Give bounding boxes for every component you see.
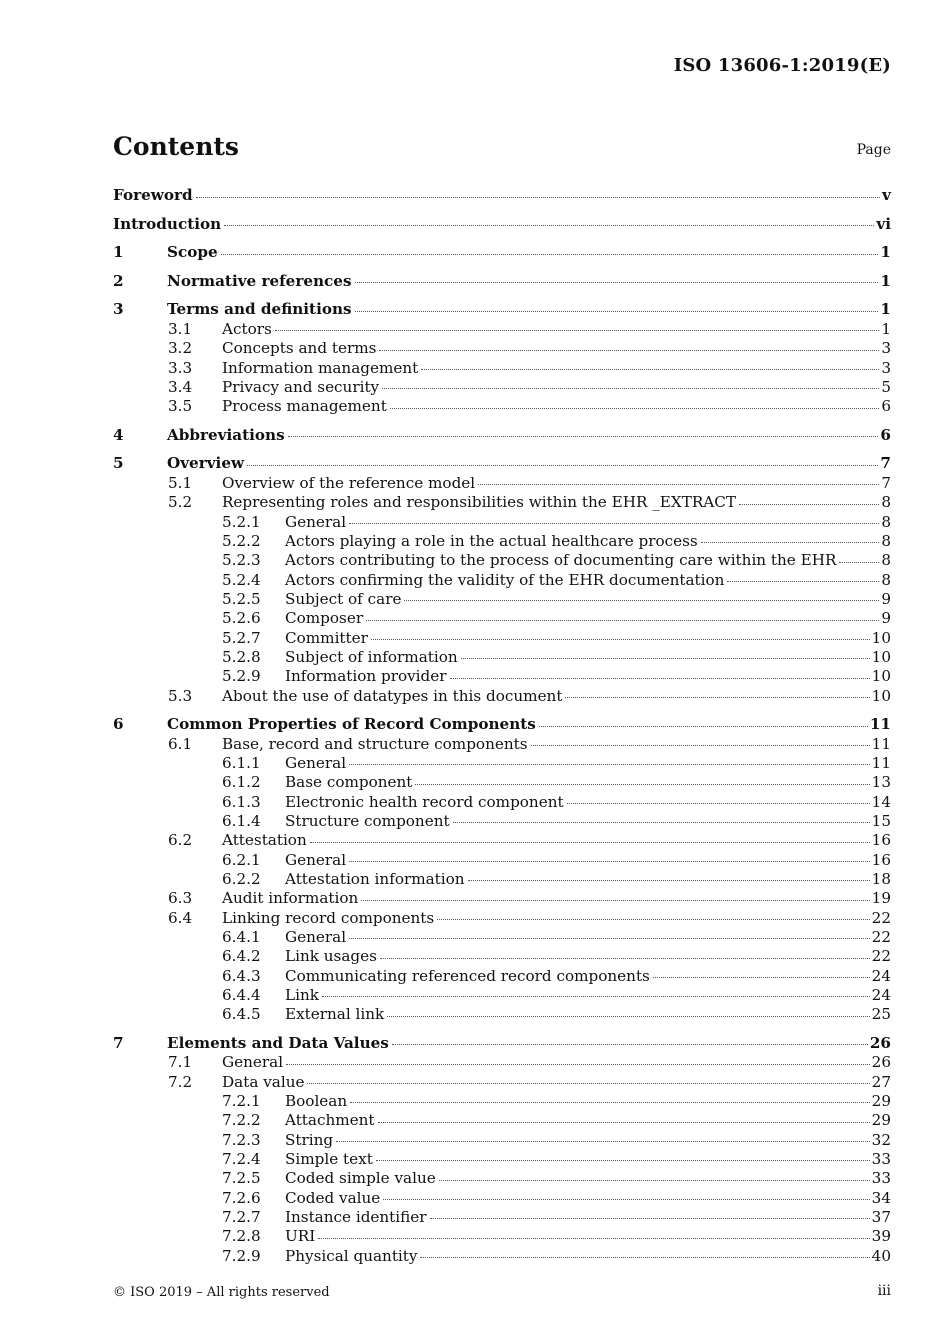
toc-entry-number: 4	[113, 425, 124, 444]
dot-leader	[286, 1064, 870, 1065]
toc-entry-page: 8	[881, 551, 891, 570]
toc-entry-number: 6.2	[168, 831, 193, 850]
toc-entry-page: 10	[871, 667, 891, 686]
toc-entry-number: 5.2.2	[222, 531, 261, 550]
toc-entry[interactable]	[113, 773, 891, 792]
toc-entry-number: 6.3	[168, 889, 193, 908]
toc-entry-page: 8	[881, 570, 891, 589]
toc-entry-title: Normative references	[167, 271, 352, 290]
toc-entry-title: Composer	[285, 609, 364, 628]
toc-entry-number: 3	[113, 300, 124, 319]
toc-entry-title: Structure component	[285, 811, 450, 830]
toc-entry[interactable]	[113, 1005, 891, 1024]
toc-entry-page: 9	[881, 589, 891, 608]
toc-entry-title: Attestation information	[285, 870, 465, 888]
toc-entry-title: Link	[285, 986, 319, 1005]
toc-entry-title: Actors contributing to the process of documenting care within the EHR	[285, 551, 837, 570]
dot-leader	[383, 1199, 869, 1200]
toc-entry-page: 16	[871, 831, 891, 850]
toc-entry-page: 3	[881, 339, 891, 358]
toc-entry[interactable]	[113, 1053, 891, 1072]
toc-entry-number: 7.2.3	[222, 1130, 261, 1149]
toc-entry[interactable]	[113, 1247, 891, 1266]
toc-entry-title: Committer	[285, 628, 368, 647]
dot-leader	[420, 1257, 869, 1258]
toc-entry-page: 22	[871, 947, 891, 966]
toc-entry-number: 6.2.1	[222, 850, 261, 869]
toc-entry-number: 5	[113, 454, 124, 473]
toc-entry[interactable]	[113, 687, 891, 706]
toc-entry[interactable]	[113, 454, 891, 474]
toc-entry[interactable]	[113, 1169, 891, 1188]
dot-leader	[387, 1016, 869, 1017]
toc-entry-title: Scope	[167, 243, 218, 262]
toc-entry-title: Link usages	[285, 947, 377, 966]
toc-entry-page: 16	[871, 850, 891, 869]
dot-leader	[531, 745, 870, 746]
dot-leader	[415, 784, 869, 785]
dot-leader	[349, 764, 870, 765]
toc-entry-title: Common Properties of Record Components	[167, 715, 536, 733]
toc-entry-title: Foreword	[113, 186, 193, 204]
toc-entry[interactable]	[113, 493, 891, 512]
dot-leader	[379, 350, 879, 351]
toc-entry[interactable]	[113, 186, 891, 206]
dot-leader	[196, 197, 881, 198]
toc-entry-page: 26	[871, 1053, 891, 1072]
toc-entry-number: 6.4.5	[222, 1005, 261, 1024]
toc-entry-title: Data value	[222, 1072, 305, 1091]
toc-entry-page: 13	[871, 773, 891, 792]
toc-entry-number: 6.2.2	[222, 870, 261, 888]
dot-leader	[307, 1083, 869, 1084]
toc-entry-title: Process management	[222, 397, 387, 416]
dot-leader	[653, 977, 870, 978]
toc-entry-title: Actors confirming the validity of the EHR documentation	[285, 570, 725, 589]
toc-entry-number: 7.2.2	[222, 1111, 261, 1130]
dot-leader	[376, 1160, 870, 1161]
toc-entry-title: General	[285, 928, 347, 947]
toc-entry-number: 7.2.7	[222, 1208, 261, 1227]
toc-entry-title: Coded simple value	[285, 1169, 436, 1188]
toc-entry[interactable]	[113, 928, 891, 947]
toc-entry-title: Coded value	[285, 1188, 381, 1207]
toc-entry-title: General	[285, 512, 347, 531]
toc-entry-number: 7.2.9	[222, 1246, 261, 1265]
toc-entry-title: Information management	[222, 358, 419, 377]
toc-entry[interactable]	[113, 215, 891, 235]
toc-entry[interactable]	[113, 243, 891, 263]
toc-entry-number: 3.1	[168, 319, 193, 338]
toc-entry[interactable]	[113, 667, 891, 686]
toc-entry[interactable]	[113, 359, 891, 378]
toc-entry-page: 10	[871, 628, 891, 647]
toc-entry-title: Subject of information	[285, 647, 458, 666]
toc-entry-title: Instance identifier	[285, 1208, 427, 1227]
toc-entry-number: 6	[113, 715, 124, 733]
toc-entry[interactable]	[113, 648, 891, 667]
toc-entry-title: Terms and definitions	[167, 300, 352, 319]
dot-leader	[701, 542, 880, 543]
toc-entry-page: 33	[871, 1150, 891, 1169]
toc-entry-page: 24	[871, 966, 891, 985]
table-of-contents	[113, 186, 891, 1266]
toc-entry-title: Base, record and structure components	[222, 734, 528, 753]
toc-entry[interactable]	[113, 1189, 891, 1208]
toc-entry-number: 5.1	[168, 473, 193, 492]
toc-entry[interactable]	[113, 754, 891, 773]
toc-entry-page: 8	[881, 493, 891, 512]
toc-entry-number: 6.4.3	[222, 966, 261, 985]
dot-leader	[349, 861, 870, 862]
toc-entry-title: About the use of datatypes in this document	[222, 686, 563, 705]
toc-entry-title: Actors	[222, 319, 272, 338]
toc-entry[interactable]	[113, 1034, 891, 1054]
toc-entry[interactable]	[113, 426, 891, 446]
toc-entry-page: 19	[871, 889, 891, 908]
dot-leader	[390, 408, 880, 409]
dot-leader	[437, 919, 869, 920]
toc-entry[interactable]	[113, 909, 891, 928]
toc-entry-number: 7.2	[168, 1072, 193, 1091]
toc-entry[interactable]	[113, 1227, 891, 1246]
toc-entry-title: Information provider	[285, 667, 447, 686]
toc-entry-title: Attestation	[222, 831, 307, 850]
dot-leader	[380, 958, 870, 959]
toc-entry-page: 14	[871, 792, 891, 811]
toc-entry-page: 25	[871, 1005, 891, 1024]
toc-entry-number: 6.4.4	[222, 986, 261, 1005]
toc-entry-title: External link	[285, 1005, 385, 1024]
dot-leader	[310, 842, 870, 843]
toc-entry-page: 11	[869, 715, 891, 733]
toc-entry-number: 6.1.2	[222, 773, 261, 792]
toc-entry-number: 7.2.5	[222, 1169, 261, 1188]
dot-leader	[468, 880, 870, 881]
toc-entry[interactable]	[113, 339, 891, 358]
toc-entry-title: Representing roles and responsibilities within the EHR _EXTRACT	[222, 493, 736, 512]
toc-entry[interactable]	[113, 1208, 891, 1227]
toc-entry-page: 34	[871, 1188, 891, 1207]
toc-entry-page: 27	[871, 1072, 891, 1091]
toc-entry-page: 24	[871, 986, 891, 1005]
toc-entry-title: Boolean	[285, 1092, 348, 1111]
dot-leader	[404, 600, 879, 601]
toc-entry[interactable]	[113, 831, 891, 850]
toc-entry-number: 5.2.6	[222, 609, 261, 628]
toc-entry-title: Simple text	[285, 1150, 373, 1169]
toc-entry-page: 29	[871, 1111, 891, 1130]
toc-entry-number: 7.1	[168, 1053, 193, 1072]
toc-entry[interactable]	[113, 571, 891, 590]
dot-leader	[727, 581, 879, 582]
toc-entry-title: Elements and Data Values	[167, 1033, 389, 1052]
toc-entry-title: General	[222, 1053, 284, 1072]
toc-entry[interactable]	[113, 320, 891, 339]
dot-leader	[430, 1218, 870, 1219]
dot-leader	[322, 996, 870, 997]
toc-entry[interactable]	[113, 513, 891, 532]
toc-entry-title: Introduction	[113, 214, 222, 233]
toc-entry-page: 7	[881, 473, 891, 492]
toc-entry[interactable]	[113, 735, 891, 754]
toc-entry-page: 9	[881, 609, 891, 628]
toc-entry-page: 10	[871, 647, 891, 666]
toc-entry-title: Overview	[167, 454, 245, 473]
toc-entry-title: General	[285, 753, 347, 772]
toc-entry-number: 6.4.1	[222, 928, 261, 947]
toc-entry[interactable]	[113, 397, 891, 416]
toc-entry-title: General	[285, 850, 347, 869]
toc-entry[interactable]	[113, 1073, 891, 1092]
dot-leader	[288, 436, 879, 437]
dot-leader	[371, 639, 870, 640]
toc-entry-page: 6	[881, 397, 891, 416]
toc-entry-number: 6.4	[168, 908, 193, 927]
toc-entry-number: 5.2.1	[222, 512, 261, 531]
dot-leader	[567, 803, 870, 804]
toc-entry-title: Actors playing a role in the actual healthcare process	[285, 531, 698, 550]
toc-entry-title: Privacy and security	[222, 378, 380, 396]
dot-leader	[336, 1141, 870, 1142]
toc-entry[interactable]	[113, 532, 891, 551]
toc-entry-number: 5.2.4	[222, 570, 261, 589]
dot-leader	[350, 1102, 870, 1103]
dot-leader	[275, 330, 880, 331]
toc-entry-page: 10	[871, 686, 891, 705]
toc-entry-title: Electronic health record component	[285, 792, 564, 811]
dot-leader	[224, 225, 874, 226]
dot-leader	[453, 822, 870, 823]
toc-entry[interactable]	[113, 1131, 891, 1150]
toc-entry[interactable]	[113, 590, 891, 609]
toc-entry[interactable]	[113, 793, 891, 812]
dot-leader	[361, 900, 869, 901]
toc-entry[interactable]	[113, 272, 891, 292]
toc-entry-number: 6.1.4	[222, 811, 261, 830]
toc-entry-number: 7.2.4	[222, 1150, 261, 1169]
toc-entry-title: Concepts and terms	[222, 339, 377, 358]
toc-entry-number: 5.2.7	[222, 628, 261, 647]
toc-entry-page: 8	[881, 531, 891, 550]
toc-entry-number: 3.5	[168, 397, 193, 416]
toc-entry-title: Subject of care	[285, 589, 402, 608]
toc-entry[interactable]	[113, 889, 891, 908]
toc-entry-number: 6.1	[168, 734, 193, 753]
dot-leader	[478, 484, 879, 485]
toc-entry-page: vi	[876, 214, 891, 233]
toc-entry[interactable]	[113, 947, 891, 966]
toc-entry-page: 26	[869, 1033, 891, 1052]
toc-entry-page: 37	[871, 1208, 891, 1227]
dot-leader	[221, 254, 879, 255]
dot-leader	[565, 697, 869, 698]
toc-entry-title: Abbreviations	[167, 425, 285, 444]
toc-entry-page: 8	[881, 512, 891, 531]
toc-entry-page: 22	[871, 908, 891, 927]
dot-leader	[839, 562, 879, 563]
toc-entry-number: 3.3	[168, 358, 193, 377]
toc-entry[interactable]	[113, 1092, 891, 1111]
dot-leader	[355, 311, 879, 312]
toc-entry-number: 6.1.3	[222, 792, 261, 811]
toc-entry-page: 11	[871, 753, 891, 772]
toc-entry[interactable]	[113, 1111, 891, 1130]
toc-entry-number: 5.2	[168, 493, 193, 512]
toc-entry-page: v	[882, 186, 891, 204]
toc-entry-number: 5.2.5	[222, 589, 261, 608]
dot-leader	[318, 1238, 869, 1239]
toc-entry-number: 7.2.6	[222, 1188, 261, 1207]
toc-entry-title: Physical quantity	[285, 1246, 418, 1265]
toc-entry-page: 18	[871, 870, 891, 888]
toc-entry-page: 29	[871, 1092, 891, 1111]
toc-entry-title: Base component	[285, 773, 413, 792]
toc-entry[interactable]	[113, 474, 891, 493]
dot-leader	[539, 726, 868, 727]
toc-entry-number: 6.1.1	[222, 753, 261, 772]
toc-entry[interactable]	[113, 851, 891, 870]
page-number: iii	[877, 1283, 891, 1299]
document-id: ISO 13606-1:2019(E)	[673, 55, 891, 76]
toc-entry-title: Attachment	[285, 1111, 375, 1130]
toc-entry-number: 5.3	[168, 686, 193, 705]
toc-entry[interactable]	[113, 609, 891, 628]
dot-leader	[739, 504, 879, 505]
dot-leader	[450, 678, 870, 679]
toc-entry-page: 40	[871, 1246, 891, 1265]
toc-entry-page: 11	[871, 734, 891, 753]
toc-entry-page: 32	[871, 1130, 891, 1149]
toc-entry-title: Overview of the reference model	[222, 473, 476, 492]
toc-entry-number: 1	[113, 243, 124, 262]
toc-entry-page: 6	[880, 425, 891, 444]
page-title: Contents	[113, 132, 240, 161]
toc-entry-page: 22	[871, 928, 891, 947]
toc-entry-page: 3	[881, 358, 891, 377]
toc-entry[interactable]	[113, 1150, 891, 1169]
toc-entry[interactable]	[113, 986, 891, 1005]
toc-entry-title: String	[285, 1130, 334, 1149]
toc-entry-number: 7	[113, 1033, 124, 1052]
dot-leader	[378, 1122, 870, 1123]
toc-entry-number: 3.4	[168, 378, 193, 396]
dot-leader	[439, 1180, 870, 1181]
toc-entry-page: 1	[880, 300, 891, 319]
toc-entry-page: 1	[880, 243, 891, 262]
toc-entry[interactable]	[113, 551, 891, 570]
dot-leader	[382, 388, 879, 389]
dot-leader	[421, 369, 879, 370]
toc-entry[interactable]	[113, 967, 891, 986]
toc-entry-title: URI	[285, 1227, 316, 1246]
toc-entry-title: Linking record components	[222, 908, 435, 927]
dot-leader	[461, 658, 870, 659]
toc-entry-title: Audit information	[222, 889, 359, 908]
toc-entry-page: 1	[881, 319, 891, 338]
toc-entry-page: 5	[881, 378, 891, 396]
toc-entry-page: 7	[880, 454, 891, 473]
toc-entry-page: 1	[880, 271, 891, 290]
toc-entry-number: 7.2.1	[222, 1092, 261, 1111]
toc-entry-number: 3.2	[168, 339, 193, 358]
toc-entry-title: Communicating referenced record components	[285, 966, 650, 985]
toc-entry[interactable]	[113, 715, 891, 735]
toc-entry-number: 2	[113, 271, 124, 290]
toc-entry-page: 39	[871, 1227, 891, 1246]
toc-entry[interactable]	[113, 300, 891, 320]
dot-leader	[349, 523, 879, 524]
toc-entry-number: 5.2.3	[222, 551, 261, 570]
toc-entry-page: 15	[871, 811, 891, 830]
dot-leader	[247, 465, 878, 466]
page-column-label: Page	[856, 142, 891, 158]
toc-entry[interactable]	[113, 378, 891, 397]
dot-leader	[392, 1044, 868, 1045]
toc-entry[interactable]	[113, 870, 891, 889]
toc-entry[interactable]	[113, 629, 891, 648]
toc-entry-number: 5.2.8	[222, 647, 261, 666]
toc-entry[interactable]	[113, 812, 891, 831]
dot-leader	[349, 938, 870, 939]
toc-entry-number: 7.2.8	[222, 1227, 261, 1246]
toc-entry-page: 33	[871, 1169, 891, 1188]
copyright-footer: © ISO 2019 – All rights reserved	[113, 1285, 330, 1300]
toc-entry-number: 6.4.2	[222, 947, 261, 966]
dot-leader	[355, 282, 879, 283]
dot-leader	[366, 620, 879, 621]
toc-entry-number: 5.2.9	[222, 667, 261, 686]
